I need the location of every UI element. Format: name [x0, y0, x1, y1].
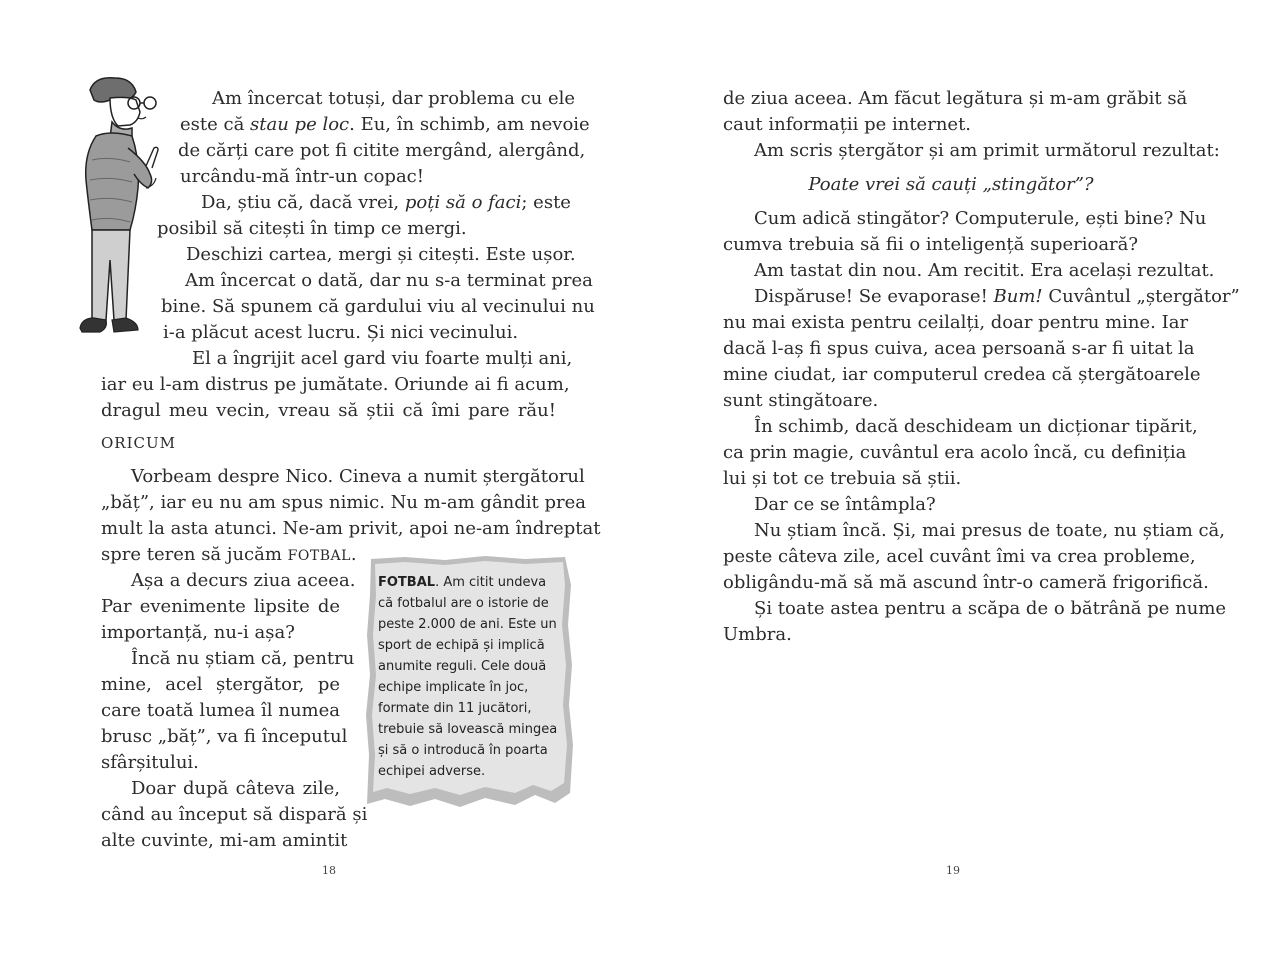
text-line: Așa a decurs ziua aceea. — [131, 570, 356, 591]
glossary-term: FOTBAL — [287, 548, 351, 564]
text-line: brusc „băț”, va fi începutul — [101, 726, 348, 747]
text-line: iar eu l-am distrus pe jumătate. Oriunde ai fi acum, — [101, 374, 570, 395]
text-line: spre teren să jucăm FOTBAL. — [101, 544, 357, 565]
text-line: alte cuvinte, mi-am amintit — [101, 830, 348, 851]
text-line: Par evenimente lipsite de — [101, 596, 340, 617]
text-line: Dar ce se întâmpla? — [754, 494, 936, 515]
glossary-note-box — [365, 555, 575, 810]
note-line: echipei adverse. — [378, 764, 486, 779]
text-line: Cum adică stingător? Computerule, ești bine? Nu — [754, 208, 1207, 229]
text-line: Da, știu că, dacă vrei, poți să o faci; este — [201, 192, 571, 213]
search-suggestion: Poate vrei să cauți „stingător”? — [808, 174, 1094, 195]
text-line: Doar după câteva zile, — [131, 778, 340, 799]
right-page — [640, 0, 1280, 960]
text-line: când au început să dispară și — [101, 804, 368, 825]
text-line: Deschizi cartea, mergi și citești. Este ușor. — [186, 244, 576, 265]
text-line: Vorbeam despre Nico. Cineva a numit ștergătorul — [131, 466, 585, 487]
page-number: 18 — [322, 864, 336, 877]
text-line: Nu știam încă. Și, mai presus de toate, nu știam că, — [754, 520, 1226, 541]
text-line: sfârșitului. — [101, 752, 199, 773]
text-line: lui și tot ce trebuia să știi. — [723, 468, 962, 489]
text-line: posibil să citești în timp ce mergi. — [157, 218, 467, 239]
text-line: Am încercat o dată, dar nu s-a terminat prea — [185, 270, 593, 291]
text-line: dragul meu vecin, vreau să știi că îmi pare rău! — [101, 400, 556, 421]
text-line: bine. Să spunem că gardului viu al vecinului nu — [161, 296, 595, 317]
text-line: ca prin magie, cuvântul era acolo încă, cu definiția — [723, 442, 1187, 463]
boy-with-glasses-icon — [70, 70, 170, 340]
note-line: peste 2.000 de ani. Este un — [378, 617, 557, 632]
note-line: și să o introducă în poarta — [378, 743, 548, 758]
text-line: este că stau pe loc. Eu, în schimb, am nevoie — [180, 114, 590, 135]
text-line: Încă nu știam că, pentru — [131, 648, 355, 669]
text-line: Dispăruse! Se evaporase! Bum! Cuvântul „ștergător” — [754, 286, 1240, 307]
text-line: caut informații pe internet. — [723, 114, 972, 135]
text-line: i-a plăcut acest lucru. Și nici vecinului. — [163, 322, 519, 343]
note-line: că fotbalul are o istorie de — [378, 596, 549, 611]
text-line: dacă l-aș fi spus cuiva, acea persoană s-ar fi uitat la — [723, 338, 1195, 359]
text-line: El a îngrijit acel gard viu foarte mulți ani, — [192, 348, 573, 369]
text-line: de ziua aceea. Am făcut legătura și m-am grăbit să — [723, 88, 1188, 109]
text-line: În schimb, dacă deschideam un dicționar tipărit, — [754, 416, 1198, 437]
note-line: echipe implicate în joc, — [378, 680, 529, 695]
text-line: „băț”, iar eu nu am spus nimic. Nu m-am gândit prea — [101, 492, 587, 513]
note-line: trebuie să lovească mingea — [378, 722, 558, 737]
text-line: mine ciudat, iar computerul credea că ștergătoarele — [723, 364, 1201, 385]
text-line: de cărți care pot fi citite mergând, alergând, — [178, 140, 586, 161]
text-line: care toată lumea îl numea — [101, 700, 340, 721]
text-line: Am tastat din nou. Am recitit. Era același rezultat. — [754, 260, 1215, 281]
text-line: Am scris ștergător și am primit următorul rezultat: — [754, 140, 1220, 161]
note-line: anumite reguli. Cele două — [378, 659, 547, 674]
note-line: sport de echipă și implică — [378, 638, 545, 653]
text-line: urcându-mă într-un copac! — [180, 166, 424, 187]
text-line: Și toate astea pentru a scăpa de o bătrână pe nume — [754, 598, 1227, 619]
page-number: 19 — [946, 864, 960, 877]
text-line: obligându-mă să mă ascund într-o cameră frigorifică. — [723, 572, 1209, 593]
text-line: nu mai exista pentru ceilalți, doar pentru mine. Iar — [723, 312, 1189, 333]
text-line: importanță, nu-i așa? — [101, 622, 295, 643]
text-line: mine, acel ștergător, pe — [101, 674, 340, 695]
text-line: peste câteva zile, acel cuvânt îmi va crea probleme, — [723, 546, 1196, 567]
section-heading: ORICUM — [101, 434, 176, 452]
text-line: mult la asta atunci. Ne-am privit, apoi ne-am îndreptat — [101, 518, 601, 539]
note-line: FOTBAL. Am citit undeva — [378, 575, 547, 590]
text-line: sunt stingătoare. — [723, 390, 879, 411]
text-line: Umbra. — [723, 624, 792, 645]
text-line: Am încercat totuși, dar problema cu ele — [212, 88, 576, 109]
glossary-term: FOTBAL — [378, 575, 436, 590]
note-line: formate din 11 jucători, — [378, 701, 532, 716]
text-line: cumva trebuia să fii o inteligență superioară? — [723, 234, 1139, 255]
